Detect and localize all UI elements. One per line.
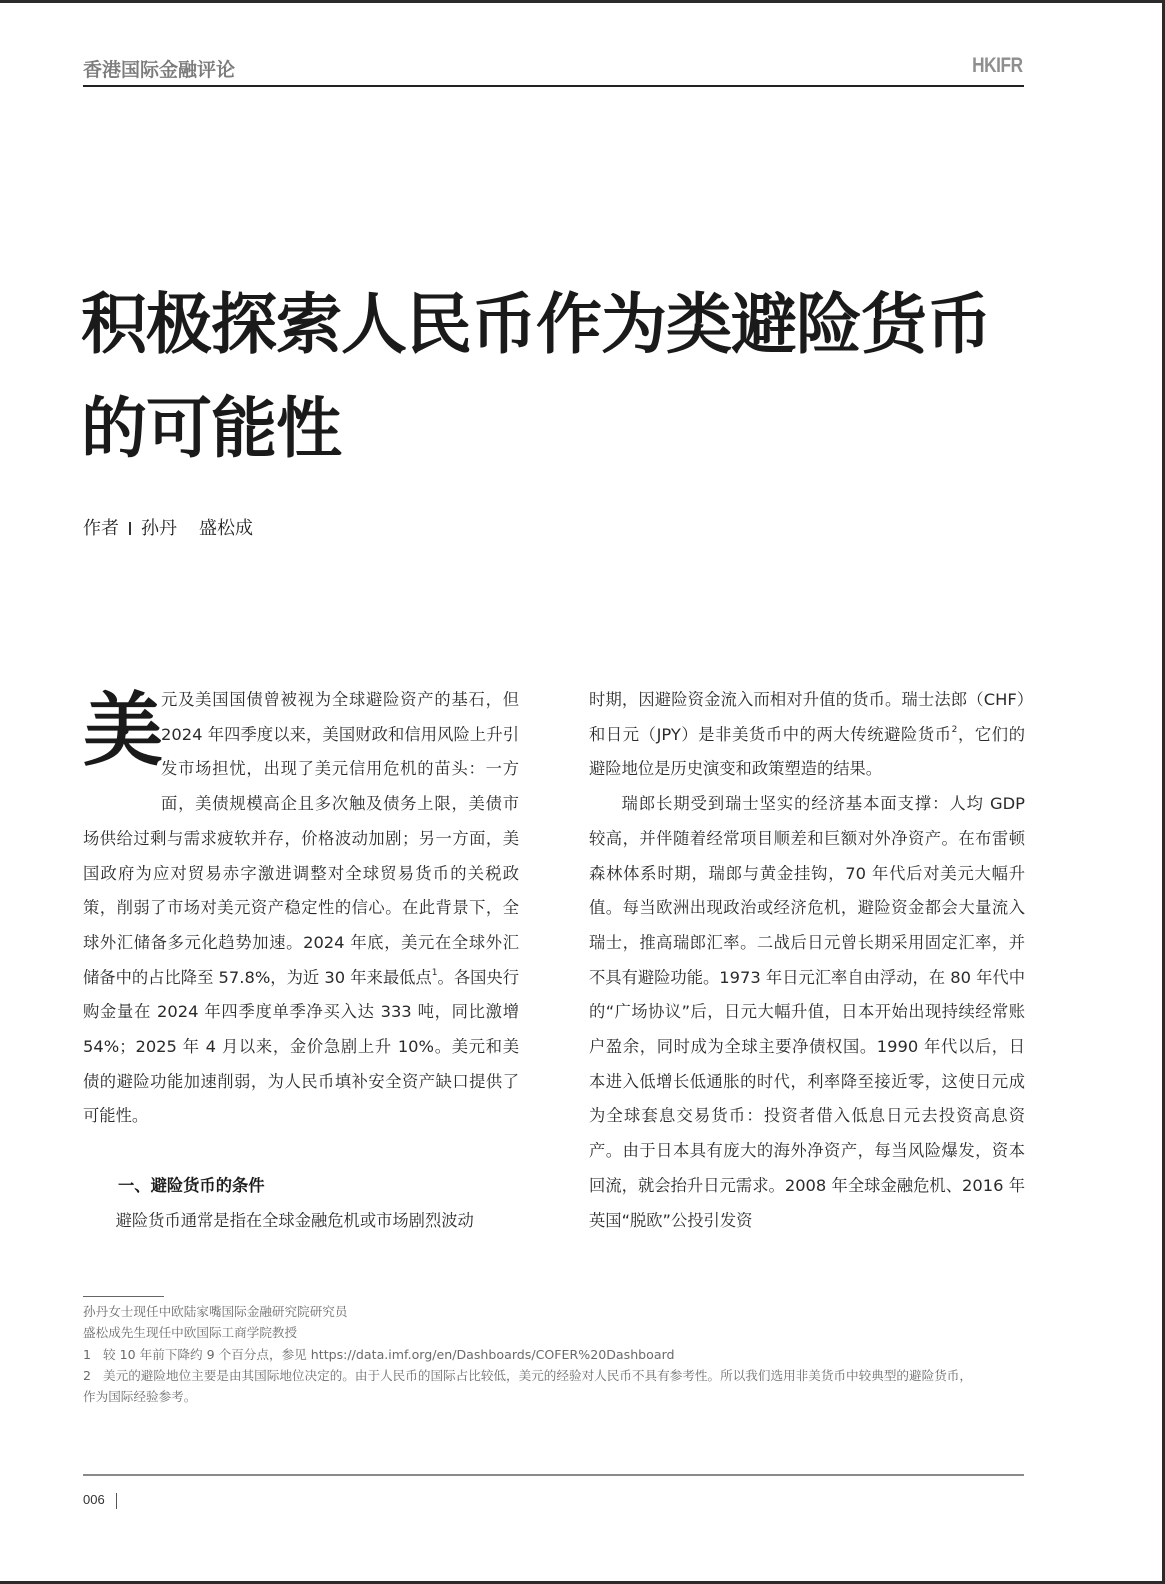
section-heading: 一、避险货币的条件: [118, 1176, 265, 1196]
journal-name: 香港国际金融评论: [83, 59, 236, 81]
footnote-ref-1[interactable]: 1: [431, 967, 438, 978]
header-divider: [83, 85, 1024, 87]
journal-abbreviation: HKIFR: [972, 54, 1023, 77]
author-separator: [129, 522, 131, 535]
left-column: [83, 683, 519, 1239]
author-label: 作者: [83, 518, 119, 539]
page-number-separator: [116, 1493, 117, 1509]
intro-text: 元及美国国债曾被视为全球避险资产的基石，但 2024 年四季度以来，美国财政和信用风险上升引发市场担忧，出现了美元信用危机的苗头：一方面，美债规模高企且多次触及债务上限，美债市场供给过剩与需求疲软并存，价格波动加剧；另一方面，美国政府为应对贸易赤字激进调整对全球贸易货币的关税政策，削弱了市场对美元资产稳定性的信心。在此背景下，全球外汇储备多元化趋势加速。2024 年底，美元在全球外汇储备中的占比降至 57.8%，为近 30 年来最低点: [83, 690, 519, 987]
footnote-2: [83, 1365, 1028, 1386]
footnotes: [83, 1301, 1028, 1407]
right-column: [589, 683, 1025, 1238]
footnote-2-cont: 作为国际经验参考。: [83, 1389, 197, 1405]
section-paragraph: 避险货币通常是指在全球金融危机或市场剧烈波动: [115, 1210, 474, 1230]
footer-divider: [83, 1474, 1024, 1476]
drop-cap: 美: [83, 684, 163, 777]
author-line: [83, 514, 253, 540]
footnote-number: 2: [83, 1367, 92, 1383]
footnote-divider: [83, 1296, 164, 1297]
right-paragraph-1: [589, 683, 1025, 787]
author-name-2: 盛松成: [199, 518, 253, 539]
title-line-2: 的可能性: [81, 390, 341, 467]
paragraph-text-cont: ，它们的避险地位是历史演变和政策塑造的结果。: [589, 724, 1025, 779]
footnote-text: 较 10 年前下降约 9 个百分点，参见 https://data.imf.org/en/Dashboards/COFER%20Dashboard: [103, 1346, 675, 1362]
title-line-1: 积极探索人民币作为类避险货币: [81, 286, 991, 363]
footnote-ref-2[interactable]: 2: [951, 724, 958, 735]
page-number: 006: [83, 1492, 105, 1507]
paragraph-text: 时期，因避险资金流入而相对升值的货币。瑞士法郎（CHF）和日元（JPY）是非美货币中的两大传统避险货币: [589, 690, 1025, 744]
author-note-1: 孙丹女士现任中欧陆家嘴国际金融研究院研究员: [83, 1304, 348, 1319]
right-paragraph-2: 瑞郎长期受到瑞士坚实的经济基本面支撑：人均 GDP 较高，并伴随着经常项目顺差和巨额对外净资产。在布雷顿森林体系时期，瑞郎与黄金挂钩，70 年代后对美元大幅升值。每当欧洲出现政治或经济危机，避险资金都会大量流入瑞士，推高瑞郎汇率。二战后日元曾长期采用固定汇率，并不具有避险功能。1973 年日元汇率自由浮动，在 80 年代中的“广场协议”后，日元大幅升值，日本开始出现持续经常账户盈余，同时成为全球主要净债权国。1990 年代以后，日本进入低增长低通胀的时代，利率降至接近零，这使日元成为全球套息交易货币：投资者借入低息日元去投资高息资产。由于日本具有庞大的海外净资产，每当风险爆发，资本回流，就会抬升日元需求。2008 年全球金融危机、2016 年英国“脱欧”公投引发资: [589, 794, 1025, 1230]
author-note-2: 盛松成先生现任中欧国际工商学院教授: [83, 1325, 298, 1341]
intro-text-cont: 。各国央行购金量在 2024 年四季度单季净买入达 333 吨，同比激增 54%；2025 年 4 月以来，金价急剧上升 10%。美元和美债的避险功能加速削弱，为人民币填补安全资产缺口提供了可能性。: [83, 967, 519, 1126]
footnote-text: 美元的避险地位主要是由其国际地位决定的。由于人民币的国际占比较低，美元的经验对人民币不具有参考性。所以我们选用非美货币中较典型的避险货币，: [103, 1367, 972, 1383]
intro-paragraph: [83, 683, 519, 1134]
footnote-number: 1: [83, 1346, 92, 1362]
article-title: [81, 273, 991, 481]
footnote-1: [83, 1344, 1028, 1365]
author-name-1: 孙丹: [141, 518, 177, 539]
